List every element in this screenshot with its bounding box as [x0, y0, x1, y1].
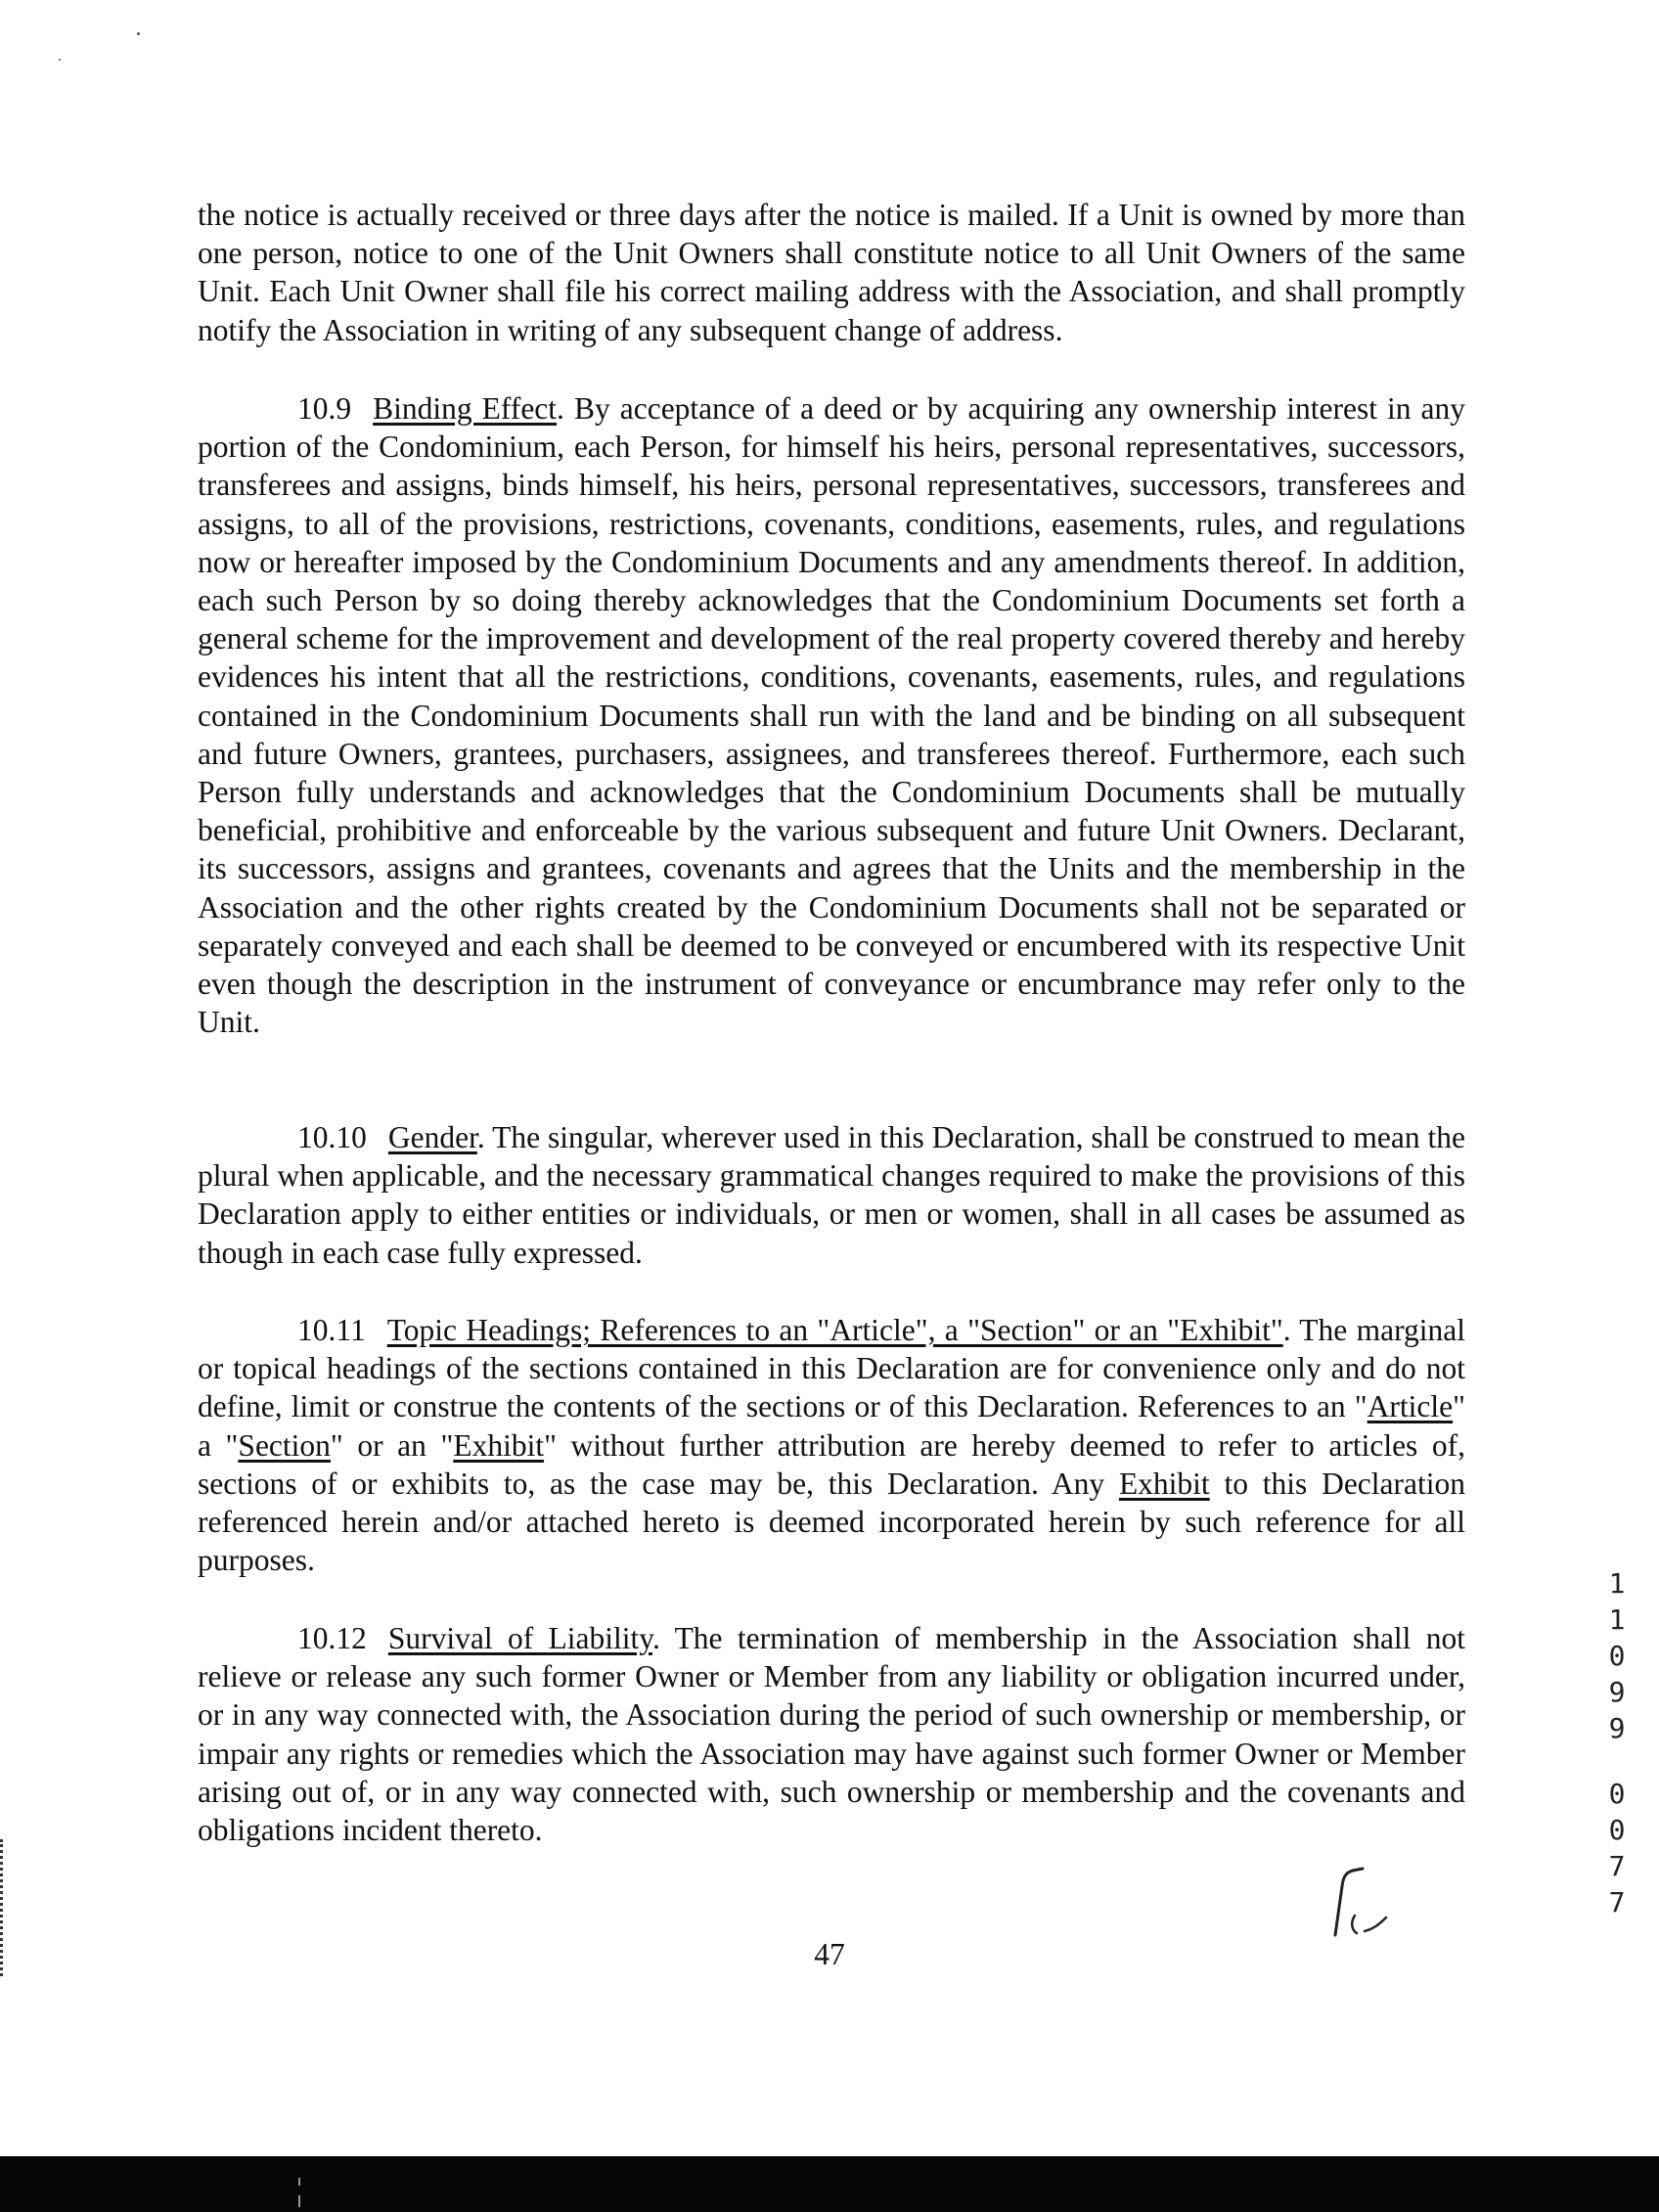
section-number: 10.12 — [297, 1621, 367, 1655]
section-text: . The singular, wherever used in this Declaration, shall be construed to mean the plural when applicable, and the necessary grammatical changes required to make the provisions of this Declaration apply to either entities or individuals, or men or women, shall in all cases be assumed as though in each case fully expressed. — [198, 1120, 1465, 1270]
section-text: . The marginal or topical headings of the sections contained in this Declaration are for convenience only and do not define, limit or construe the contents of the sections or of this Declaration. References to an " — [198, 1313, 1465, 1424]
stamp-digit: 7 — [1608, 1850, 1626, 1882]
margin-stamp-number — [1602, 1565, 1632, 1920]
section-10-11-topic-headings — [198, 1311, 1465, 1579]
section-text: " without further attribution are hereby deemed to refer to articles of, sections of or exhibits to, as the case may be, this Declaration. Any — [198, 1427, 1465, 1501]
stamp-digit: 0 — [1608, 1778, 1626, 1810]
section-heading: Binding Effect — [373, 391, 558, 426]
section-text: . The termination of membership in the Association shall not relieve or release any such former Owner or Member from any liability or obligation incurred under, or in any way connected with, the Association during the period of such ownership or membership, or impair any rights or remedies which the Association may have against such former Owner or Member arising out of, or in any way connected with, such ownership or membership and the covenants and obligations incident thereto. — [198, 1621, 1465, 1848]
handwritten-initials — [1316, 1859, 1413, 1947]
reference-article: Article — [1367, 1389, 1454, 1424]
paragraph-text: the notice is actually received or three days after the notice is mailed. If a Unit is owned by more than one person, notice to one of the Unit Owners shall constitute notice to all Unit Owners of the same Unit. Each Unit Owner shall file his correct mailing address with the Association, and shall promptly notify the Association in writing of any subsequent change of address. — [198, 198, 1465, 347]
stamp-digit: 0 — [1608, 1640, 1626, 1672]
reference-exhibit: Exhibit — [453, 1427, 545, 1463]
stamp-digit: 1 — [1608, 1567, 1626, 1600]
stamp-digit: 7 — [1608, 1886, 1626, 1919]
scan-tick-mark — [298, 2178, 300, 2186]
page-number: 47 — [814, 1937, 845, 1971]
scan-edge-marks — [0, 1839, 6, 1976]
section-text: to this Declaration referenced herein and/or attached hereto is deemed incorporated herein by such reference for all purposes. — [198, 1466, 1465, 1578]
stamp-digit: 1 — [1608, 1603, 1626, 1636]
paragraph-notice-continuation — [198, 196, 1465, 349]
section-number: 10.9 — [297, 391, 352, 426]
stamp-digit: 9 — [1608, 1676, 1626, 1708]
stamp-digit: 9 — [1608, 1712, 1626, 1744]
section-10-12-survival-of-liability — [198, 1619, 1465, 1849]
section-10-10-gender — [198, 1118, 1465, 1272]
stamp-digit: 0 — [1608, 1814, 1626, 1846]
reference-section: Section — [238, 1427, 331, 1463]
scan-speck — [59, 59, 61, 61]
section-number: 10.11 — [297, 1313, 366, 1347]
scan-bottom-border — [0, 2156, 1659, 2212]
reference-exhibit: Exhibit — [1118, 1466, 1210, 1501]
section-heading: Gender — [387, 1120, 477, 1154]
section-text: " or an " — [330, 1427, 454, 1463]
section-10-9-binding-effect — [198, 389, 1465, 1041]
section-heading: Survival of Liability — [387, 1621, 652, 1655]
section-text: . By acceptance of a deed or by acquiring any ownership interest in any portion of the Condominium, each Person, for himself his heirs, personal representatives, successors, transferees and assigns, binds himself, his heirs, personal representatives, successors, transferees and assigns, to all of the provisions, restrictions, covenants, conditions, easements, rules, and regulations now or hereafter imposed by the Condominium Documents and any amendments thereof. In addition, each such Person by so doing thereby acknowledges that the Condominium Documents set forth a general scheme for the improvement and development of the real property covered thereby and hereby evidences his intent that all the restrictions, conditions, covenants, easements, rules, and regulations contained in the Condominium Documents shall run with the land and be binding on all subsequent and future Owners, grantees, purchasers, assignees, and transferees thereof. Furthermore, each such Person fully understands and acknowledges that the Condominium Documents shall be mutually beneficial, prohibitive and enforceable by the various subsequent and future Unit Owners. Declarant, its successors, assigns and grantees, covenants and agrees that the Units and the membership in the Association and the other rights created by the Condominium Documents shall not be separated or separately conveyed and each shall be deemed to be conveyed or encumbered with its respective Unit even though the description in the instrument of conveyance or encumbrance may refer only to the Unit. — [198, 391, 1465, 1040]
section-heading: Topic Headings; References to an "Article", a "Section" or an "Exhibit" — [386, 1313, 1283, 1347]
scan-speck — [137, 32, 140, 35]
scan-tick-mark — [298, 2195, 300, 2207]
section-text: " a " — [198, 1389, 1465, 1463]
section-number: 10.10 — [297, 1120, 367, 1154]
